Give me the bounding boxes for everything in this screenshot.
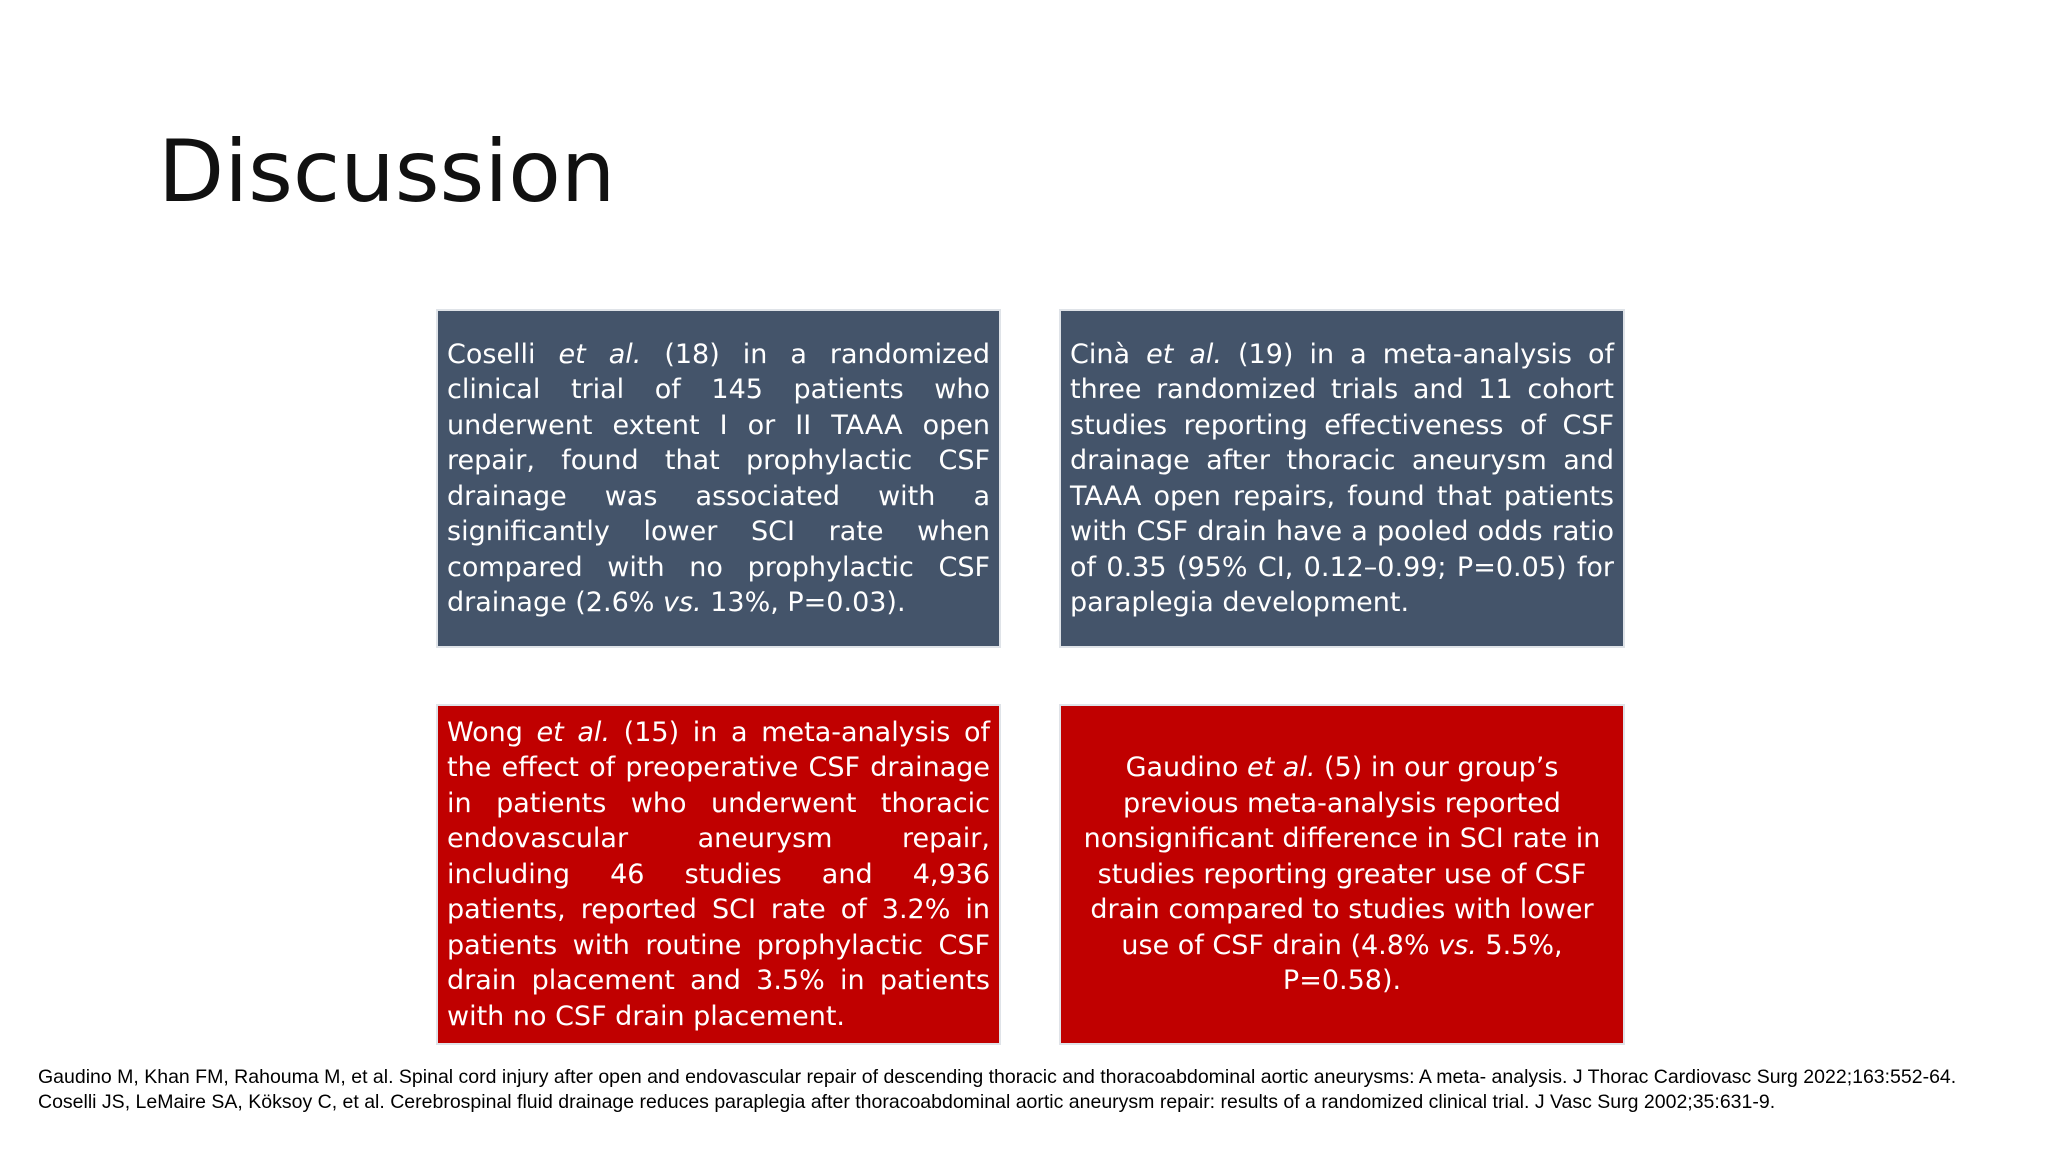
coselli-study-text (447, 337, 990, 621)
gaudino-study-text (1070, 750, 1614, 999)
cina-study-text (1070, 337, 1614, 621)
cina-body: (19) in a meta-analysis of three randomized trials and 11 cohort studies reporting effectiveness of CSF drainage after thoracic aneurysm and TAAA open repairs, found that patients with CSF drain have a pooled odds ratio of 0.35 (95% CI, 0.12–0.99; P=0.05) for paraplegia development. (1070, 338, 1614, 618)
wong-body: (15) in a meta-analysis of the effect of preoperative CSF drainage in patients who underwent thoracic endovascular aneurysm repair, including 46 studies and 4,936 patients, reported SCI rate of 3.2% in patients with routine prophylactic CSF drain placement and 3.5% in patients with no CSF drain placement. (447, 716, 990, 1032)
wong-study-box (436, 704, 1001, 1045)
cina-study-box (1059, 309, 1625, 648)
slide-title: Discussion (158, 122, 616, 222)
coselli-body-end: 13%, P=0.03). (701, 587, 906, 618)
coselli-vs: vs. (663, 587, 702, 618)
coselli-study-box (436, 309, 1001, 648)
gaudino-author: Gaudino (1125, 752, 1239, 784)
coselli-body: (18) in a randomized clinical trial of 145 patients who underwent extent I or II TAAA open repair, found that prophylactic CSF drainage was associated with a significantly lower SCI rate when compared with no prophylactic CSF drainage (2.6% (447, 338, 990, 618)
coselli-etal: et al. (558, 338, 642, 370)
gaudino-body-end: 5.5%, P=0.58). (1282, 929, 1563, 997)
references (38, 1065, 2028, 1115)
wong-etal: et al. (536, 716, 611, 748)
wong-study-text (447, 715, 990, 1035)
reference-item: Coselli JS, LeMaire SA, Köksoy C, et al. Cerebrospinal fluid drainage reduces paraplegia after thoracoabdominal aortic aneurysm repair: results of a randomized clinical trial. J Vasc Surg 2002;35:631-9. (38, 1091, 1776, 1113)
gaudino-vs: vs. (1438, 929, 1477, 961)
gaudino-body: (5) in our group’s previous meta-analysis reported nonsignificant difference in SCI rate in studies reporting greater use of CSF drain compared to studies with lower use of CSF drain (4.8% (1083, 752, 1601, 961)
wong-author: Wong (447, 716, 523, 748)
reference-item: Gaudino M, Khan FM, Rahouma M, et al. Spinal cord injury after open and endovascular repair of descending thoracic and thoracoabdominal aortic aneurysms: A meta- analysis. J Thorac Cardiovasc Surg 2022;163:552-64. (38, 1066, 1957, 1088)
gaudino-study-box (1059, 704, 1625, 1045)
coselli-author: Coselli (447, 338, 536, 370)
cina-author: Cinà (1070, 338, 1131, 370)
gaudino-etal: et al. (1247, 752, 1316, 784)
cina-etal: et al. (1146, 338, 1222, 370)
